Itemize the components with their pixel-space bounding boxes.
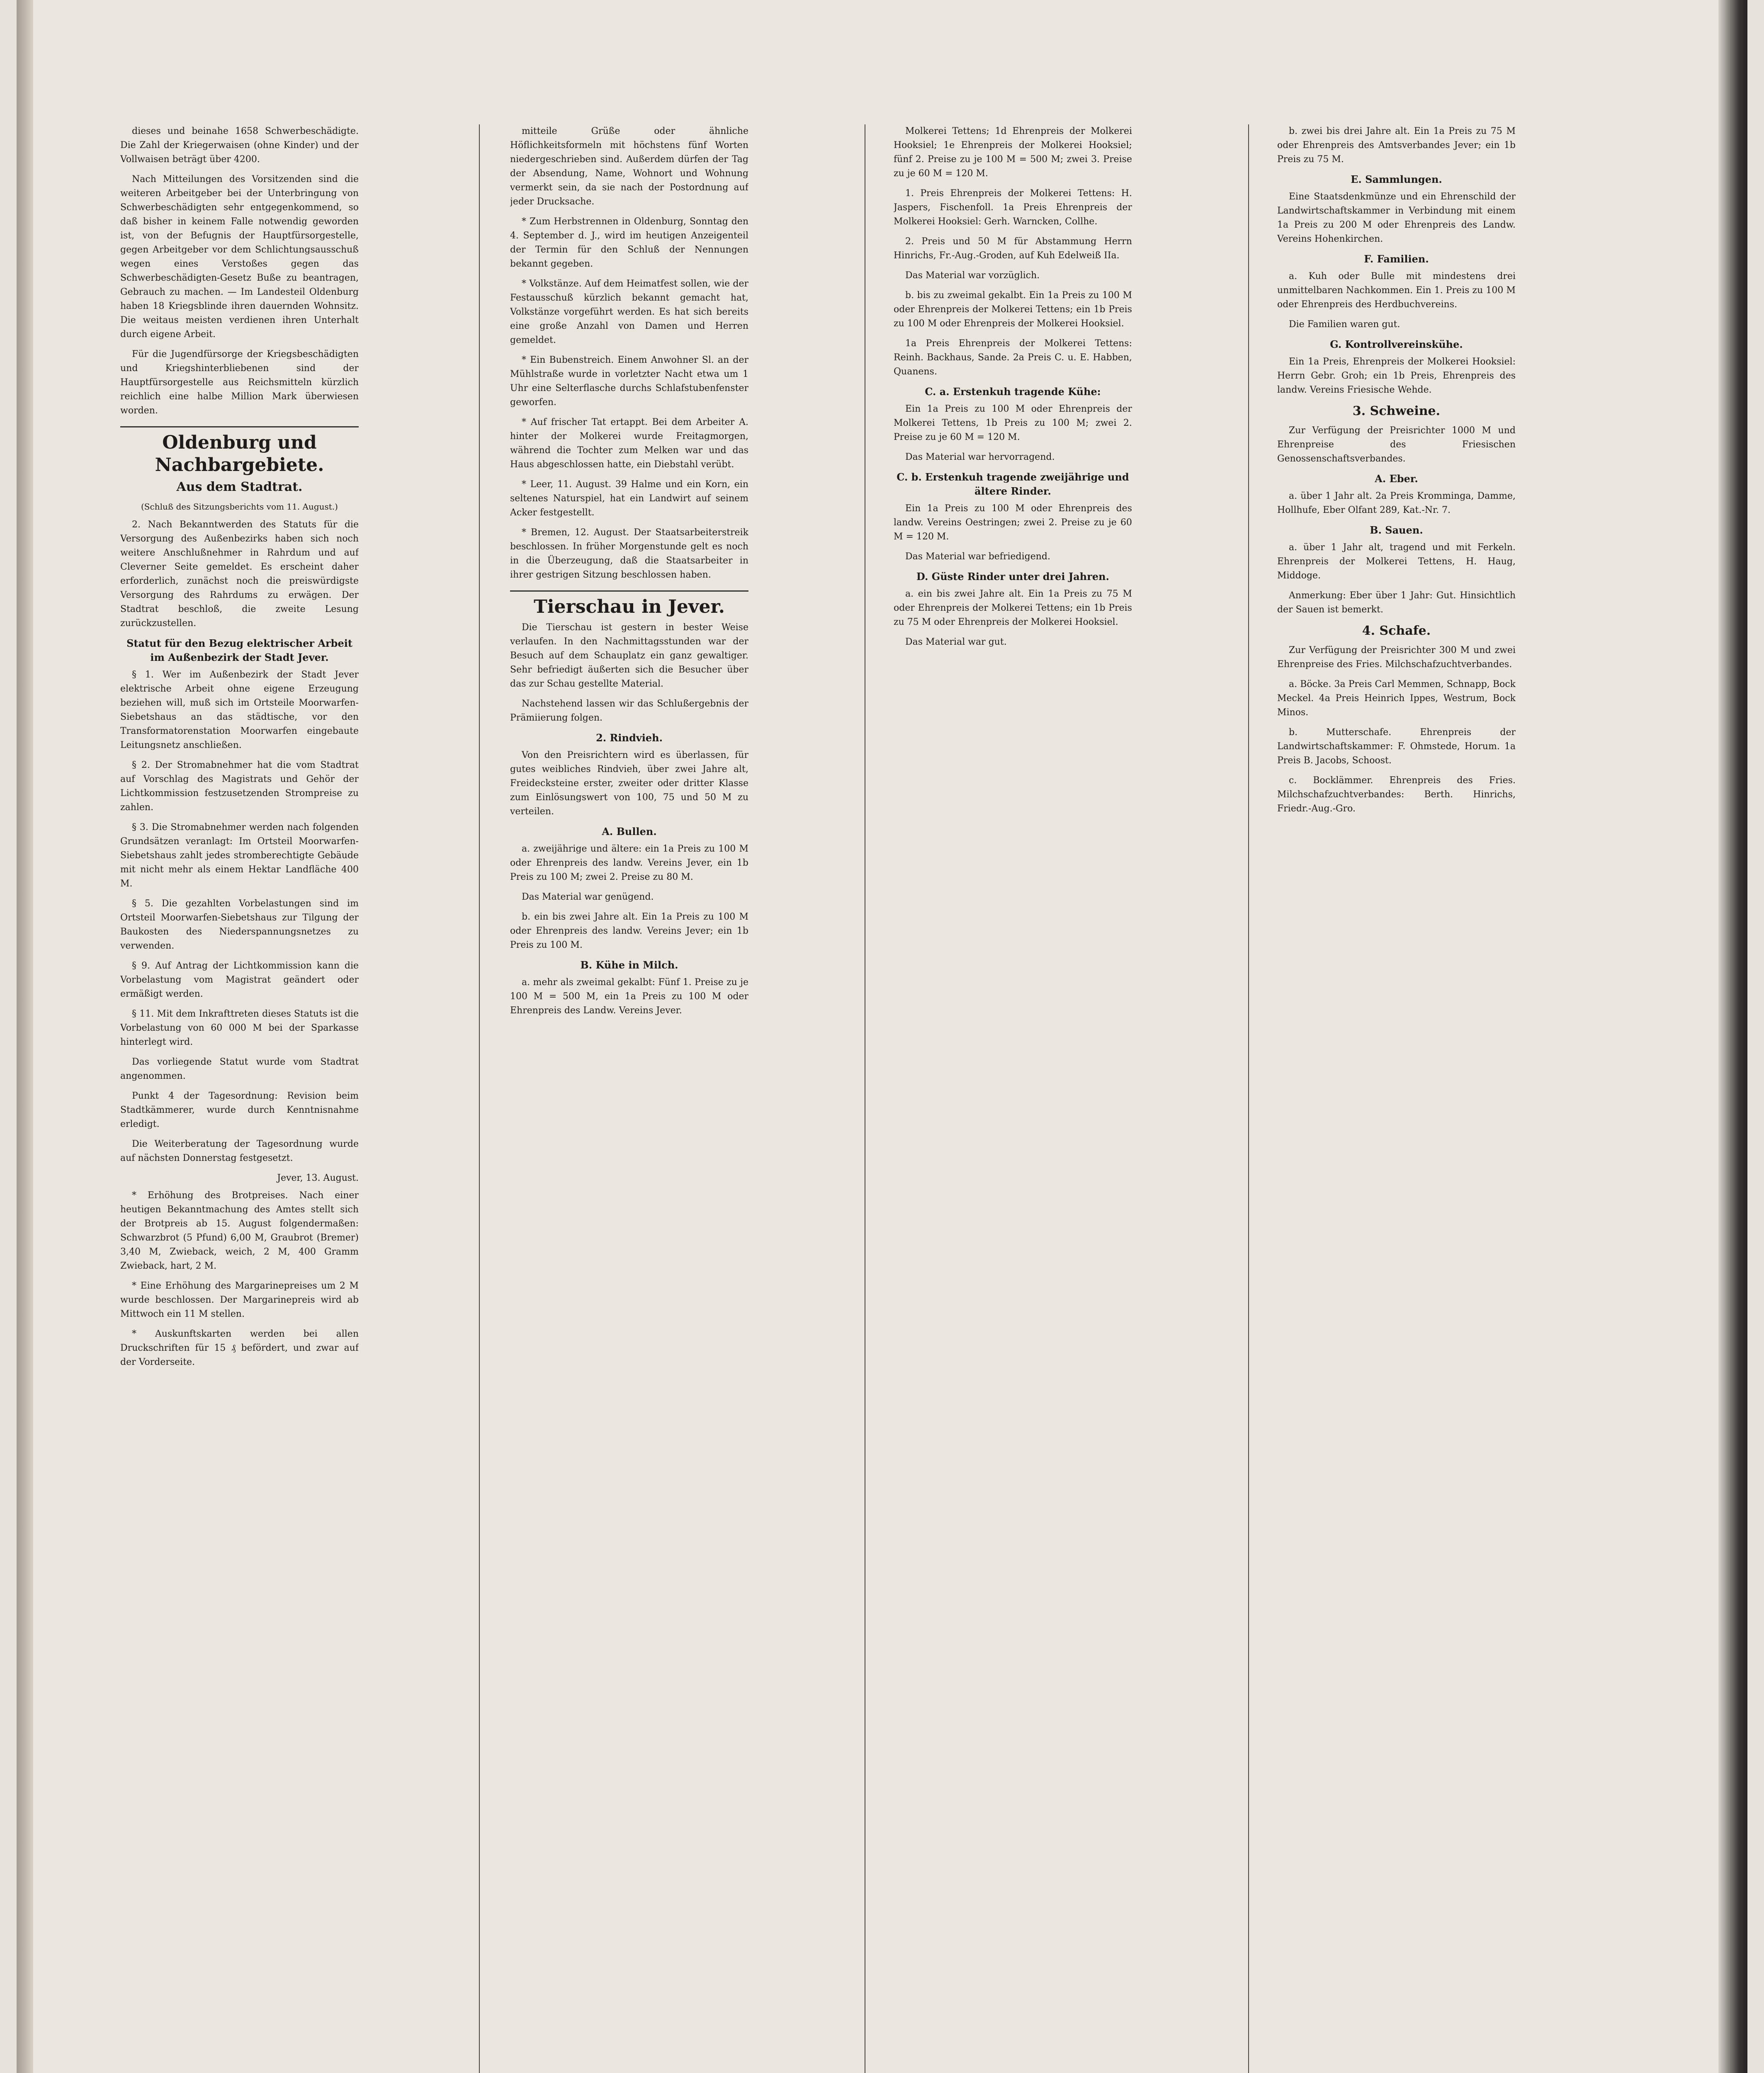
dateline: Jever, 13. August.: [277, 1173, 359, 1183]
paragraph: Die Weiterberatung der Tagesordnung wurde auf nächsten Donnerstag festgesetzt.: [120, 1139, 359, 1163]
subheading: Aus dem Stadtrat.: [176, 480, 303, 494]
subsection-title: C. b. Erstenkuh tragende zweijährige und ältere Rinder.: [897, 471, 1129, 497]
subsection-title: D. Güste Rinder unter drei Jahren.: [916, 570, 1109, 583]
subsection-title: E. Sammlungen.: [1351, 173, 1442, 185]
paragraph: 2. Preis und 50 M für Abstammung Herrn Hinrichs, Fr.-Aug.-Groden, auf Kuh Edelweiß IIa.: [894, 236, 1132, 261]
paragraph: a. über 1 Jahr alt. 2a Preis Kromminga, Damme, Hollhufe, Eber Olfant 289, Kat.-Nr. 7.: [1277, 491, 1516, 515]
paragraph: Die Familien waren gut.: [1289, 319, 1400, 330]
section-heading: Oldenburg und Nachbargebiete.: [120, 426, 359, 476]
paragraph: b. Mutterschafe. Ehrenpreis der Landwirtschaftskammer: F. Ohmstede, Horum. 1a Preis B. Jacobs, Schoost.: [1277, 727, 1516, 766]
section-heading: Tierschau in Jever.: [510, 590, 748, 618]
paragraph: b. ein bis zwei Jahre alt. Ein 1a Preis zu 100 M oder Ehrenpreis des landw. Vereins Jever; ein 1b Preis zu 100 M.: [510, 912, 748, 950]
section-title: 2. Rindvieh.: [596, 732, 663, 744]
subsection-title: C. a. Erstenkuh tragende Kühe:: [925, 386, 1101, 398]
column-rule: [1248, 124, 1249, 2073]
paragraph: 1. Preis Ehrenpreis der Molkerei Tettens: H. Jaspers, Fischenfoll. 1a Preis Ehrenpreis der Molkerei Hooksiel: Gerh. Warncken, Collhe.: [894, 188, 1132, 227]
paragraph: Zur Verfügung der Preisrichter 1000 M und Ehrenpreise des Friesischen Genossenschaftsverbandes.: [1277, 425, 1516, 464]
paragraph: mitteile Grüße oder ähnliche Höflichkeitsformeln mit höchstens fünf Worten niedergeschrieben sind. Außerdem dürfen der Tag der Absendung, Name, Wohnort und Wohnung vermerkt sein, da sie nach der Postordnung auf jeder Drucksache.: [510, 126, 748, 207]
paragraph: * Bremen, 12. August. Der Staatsarbeiterstreik beschlossen. In früher Morgenstunde gelt es noch in die Überzeugung, daß die Staatsarbeiter in ihrer gestrigen Sitzung beschlossen haben.: [510, 527, 748, 580]
column-2: [510, 124, 748, 2073]
paragraph: * Auf frischer Tat ertappt. Bei dem Arbeiter A. hinter der Molkerei wurde Freitagmorgen, während die Tochter zum Melken war und das Haus abgeschlossen hatte, ein Diebstahl verübt.: [510, 417, 748, 470]
subsection-title: B. Sauen.: [1370, 524, 1423, 536]
paragraph: Das Material war befriedigend.: [905, 551, 1050, 562]
statute-title: Statut für den Bezug elektrischer Arbeit im Außenbezirk der Stadt Jever.: [126, 637, 352, 663]
paragraph: Die Tierschau ist gestern in bester Weise verlaufen. In den Nachmittagsstunden war der Besuch auf dem Schauplatz ein ganz gewaltiger. Sehr befriedigt äußerten sich die Besucher über das zur Schau gestellte Material.: [510, 622, 748, 689]
paragraph: a. Kuh oder Bulle mit mindestens drei unmittelbaren Nachkommen. Ein 1. Preis zu 100 M oder Ehrenpreis des Herdbuchvereins.: [1277, 271, 1516, 310]
paragraph: Zur Verfügung der Preisrichter 300 M und zwei Ehrenpreise des Fries. Milchschafzuchtverbandes.: [1277, 645, 1516, 670]
note: (Schluß des Sitzungsberichts vom 11. August.): [141, 502, 338, 512]
paragraph: Ein 1a Preis, Ehrenpreis der Molkerei Hooksiel: Herrn Gebr. Groh; ein 1b Preis, Ehrenpreis des landw. Vereins Friesische Wehde.: [1277, 357, 1516, 395]
paragraph: 1a Preis Ehrenpreis der Molkerei Tettens: Reinh. Backhaus, Sande. 2a Preis C. u. E. Habben, Quanens.: [894, 338, 1132, 377]
paragraph: a. über 1 Jahr alt, tragend und mit Ferkeln. Ehrenpreis der Molkerei Tettens, H. Haug, Middoge.: [1277, 542, 1516, 581]
paragraph: Nachstehend lassen wir das Schlußergebnis der Prämiierung folgen.: [510, 699, 748, 723]
paragraph: Eine Staatsdenkmünze und ein Ehrenschild der Landwirtschaftskammer in Verbindung mit einem 1a Preis zu 200 M oder Ehrenpreis des Landw. Vereins Hohenkirchen.: [1277, 192, 1516, 244]
subsection-title: A. Bullen.: [602, 825, 657, 837]
paragraph: § 3. Die Stromabnehmer werden nach folgenden Grundsätzen veranlagt: Im Ortsteil Moorwarfen-Siebetshaus zahlt jedes stromberechtigte Gebäude mit nicht mehr als einem Hektar Landfläche 400 M.: [120, 822, 359, 889]
paragraph: * Zum Herbstrennen in Oldenburg, Sonntag den 4. September d. J., wird im heutigen Anzeigenteil der Termin für den Schluß der Nennungen bekannt gegeben.: [510, 216, 748, 269]
paragraph: § 5. Die gezahlten Vorbelastungen sind im Ortsteil Moorwarfen-Siebetshaus zur Tilgung der Baukosten des Niederspannungsnetzes zu verwenden.: [120, 898, 359, 951]
paragraph: c. Bocklämmer. Ehrenpreis des Fries. Milchschafzuchtverbandes: Berth. Hinrichs, Friedr.-Aug.-Gro.: [1277, 775, 1516, 814]
paragraph: Das Material war gut.: [905, 637, 1007, 647]
column-3: [894, 124, 1132, 2073]
paragraph: § 9. Auf Antrag der Lichtkommission kann die Vorbelastung vom Magistrat geändert oder ermäßigt werden.: [120, 961, 359, 999]
paragraph: a. zweijährige und ältere: ein 1a Preis zu 100 M oder Ehrenpreis des landw. Vereins Jever, ein 1b Preis zu 100 M; zwei 2. Preise zu 80 M.: [510, 844, 748, 882]
paragraph: a. Böcke. 3a Preis Carl Memmen, Schnapp, Bock Meckel. 4a Preis Heinrich Ippes, Westrum, Bock Minos.: [1277, 679, 1516, 718]
paragraph: Ein 1a Preis zu 100 M oder Ehrenpreis des landw. Vereins Oestringen; zwei 2. Preise zu je 60 M = 120 M.: [894, 503, 1132, 542]
subsection-title: F. Familien.: [1364, 253, 1429, 265]
paragraph: § 1. Wer im Außenbezirk der Stadt Jever elektrische Arbeit ohne eigene Erzeugung beziehen will, muß sich im Ortsteile Moorwarfen-Siebetshaus an das städtische, vor den Transformatorenstation Moorwarfen eingebaute Leitungsnetz anschließen.: [120, 670, 359, 750]
subsection-title: G. Kontrollvereinskühe.: [1330, 338, 1463, 350]
paragraph: * Ein Bubenstreich. Einem Anwohner Sl. an der Mühlstraße wurde in vorletzter Nacht etwa um 1 Uhr eine Selterflasche durchs Schlafstubenfenster geworfen.: [510, 355, 748, 408]
paragraph: § 11. Mit dem Inkrafttreten dieses Statuts ist die Vorbelastung von 60 000 M bei der Sparkasse hinterlegt wird.: [120, 1009, 359, 1047]
paragraph: * Auskunftskarten werden bei allen Druckschriften für 15 ₰ befördert, und zwar auf der Vorderseite.: [120, 1329, 359, 1367]
section-title: 4. Schafe.: [1362, 624, 1431, 638]
subsection-title: B. Kühe in Milch.: [580, 959, 678, 971]
paragraph: Das Material war vorzüglich.: [905, 270, 1040, 281]
paragraph: Das vorliegende Statut wurde vom Stadtrat angenommen.: [120, 1057, 359, 1081]
page-binding: [17, 0, 33, 2073]
paragraph: dieses und beinahe 1658 Schwerbeschädigte. Die Zahl der Kriegerwaisen (ohne Kinder) und der Vollwaisen beträgt über 4200.: [120, 126, 359, 165]
paragraph: a. mehr als zweimal gekalbt: Fünf 1. Preise zu je 100 M = 500 M, ein 1a Preis zu 100 M oder Ehrenpreis des Landw. Vereins Jever.: [510, 977, 748, 1016]
paragraph: * Erhöhung des Brotpreises. Nach einer heutigen Bekanntmachung des Amtes stellt sich der Brotpreis ab 15. August folgendermaßen: Schwarzbrot (5 Pfund) 6,00 M, Graubrot (Bremer) 3,40 M, Zwieback, weich, 2 M, 400 Gramm Zwieback, hart, 2 M.: [120, 1190, 359, 1271]
paragraph: * Leer, 11. August. 39 Halme und ein Korn, ein seltenes Naturspiel, hat ein Landwirt auf seinem Acker festgestellt.: [510, 479, 748, 518]
paragraph: Das Material war genügend.: [522, 892, 654, 902]
paragraph: Von den Preisrichtern wird es überlassen, für gutes weibliches Rindvieh, über zwei Jahre alt, Freidecksteine erster, zweiter oder dritter Klasse zum Einlösungswert von 100, 75 und 50 M zu verteilen.: [510, 750, 748, 817]
paragraph: b. bis zu zweimal gekalbt. Ein 1a Preis zu 100 M oder Ehrenpreis der Molkerei Tettens; ein 1b Preis zu 100 M oder Ehrenpreis der Molkerei Hooksiel.: [894, 290, 1132, 329]
paragraph: Das Material war hervorragend.: [905, 452, 1055, 462]
paragraph: Anmerkung: Eber über 1 Jahr: Gut. Hinsichtlich der Sauen ist bemerkt.: [1277, 590, 1516, 615]
paragraph: Für die Jugendfürsorge der Kriegsbeschädigten und Kriegshinterbliebenen sind der Hauptfürsorgestelle aus Reichsmitteln kürzlich reichlich eine halbe Million Mark überwiesen worden.: [120, 349, 359, 416]
paragraph: a. ein bis zwei Jahre alt. Ein 1a Preis zu 75 M oder Ehrenpreis der Molkerei Tettens; ein 1b Preis zu 75 M oder Ehrenpreis der Molkerei Hooksiel.: [894, 589, 1132, 627]
paragraph: * Volkstänze. Auf dem Heimatfest sollen, wie der Festausschuß kürzlich bekannt gemacht hat, Volkstänze vorgeführt werden. Es hat sich bereits eine große Anzahl von Damen und Herren gemeldet.: [510, 279, 748, 345]
column-1: [120, 124, 359, 2073]
column-rule: [479, 124, 480, 2073]
paragraph: Punkt 4 der Tagesordnung: Revision beim Stadtkämmerer, wurde durch Kenntnisnahme erledigt.: [120, 1091, 359, 1129]
paragraph: * Eine Erhöhung des Margarinepreises um 2 M wurde beschlossen. Der Margarinepreis wird ab Mittwoch ein 11 M stellen.: [120, 1281, 359, 1319]
section-title: 3. Schweine.: [1352, 404, 1441, 418]
paragraph: 2. Nach Bekanntwerden des Statuts für die Versorgung des Außenbezirks haben sich noch weitere Anschlußnehmer in Rahrdum und auf Cleverner Seite gemeldet. Es erscheint daher erforderlich, zunächst noch die preiswürdigste Versorgung des Rahrdums zu erwägen. Der Stadtrat beschloß, die zweite Lesung zurückzustellen.: [120, 519, 359, 629]
paragraph: Molkerei Tettens; 1d Ehrenpreis der Molkerei Hooksiel; 1e Ehrenpreis der Molkerei Hooksiel; fünf 2. Preise zu je 100 M = 500 M; zwei 3. Preise zu je 60 M = 120 M.: [894, 126, 1132, 179]
subsection-title: A. Eber.: [1375, 473, 1418, 485]
newspaper-page: [17, 0, 1747, 2073]
column-4: [1277, 124, 1516, 2073]
paragraph: Nach Mitteilungen des Vorsitzenden sind die weiteren Arbeitgeber bei der Unterbringung von Schwerbeschädigten sehr entgegenkommend, so daß bisher in keinem Falle notwendig geworden ist, von der Befugnis der Hauptfürsorgestelle, gegen Arbeitgeber vor dem Schlichtungsausschuß wegen eines Verstoßes gegen das Schwerbeschädigten-Gesetz Buße zu beantragen, Gebrauch zu machen. — Im Landesteil Oldenburg haben 18 Kriegsblinde ihren dauernden Wohnsitz. Die weitaus meisten verdienen ihren Unterhalt durch eigene Arbeit.: [120, 174, 359, 340]
paragraph: Ein 1a Preis zu 100 M oder Ehrenpreis der Molkerei Tettens, 1b Preis zu 100 M; zwei 2. Preise zu je 60 M = 120 M.: [894, 404, 1132, 442]
paragraph: § 2. Der Stromabnehmer hat die vom Stadtrat auf Vorschlag des Magistrats und Gehör der Lichtkommission festzusetzenden Strompreise zu zahlen.: [120, 760, 359, 813]
paragraph: b. zwei bis drei Jahre alt. Ein 1a Preis zu 75 M oder Ehrenpreis des Amtsverbandes Jever; ein 1b Preis zu 75 M.: [1277, 126, 1516, 165]
page-edge: [1718, 0, 1747, 2073]
